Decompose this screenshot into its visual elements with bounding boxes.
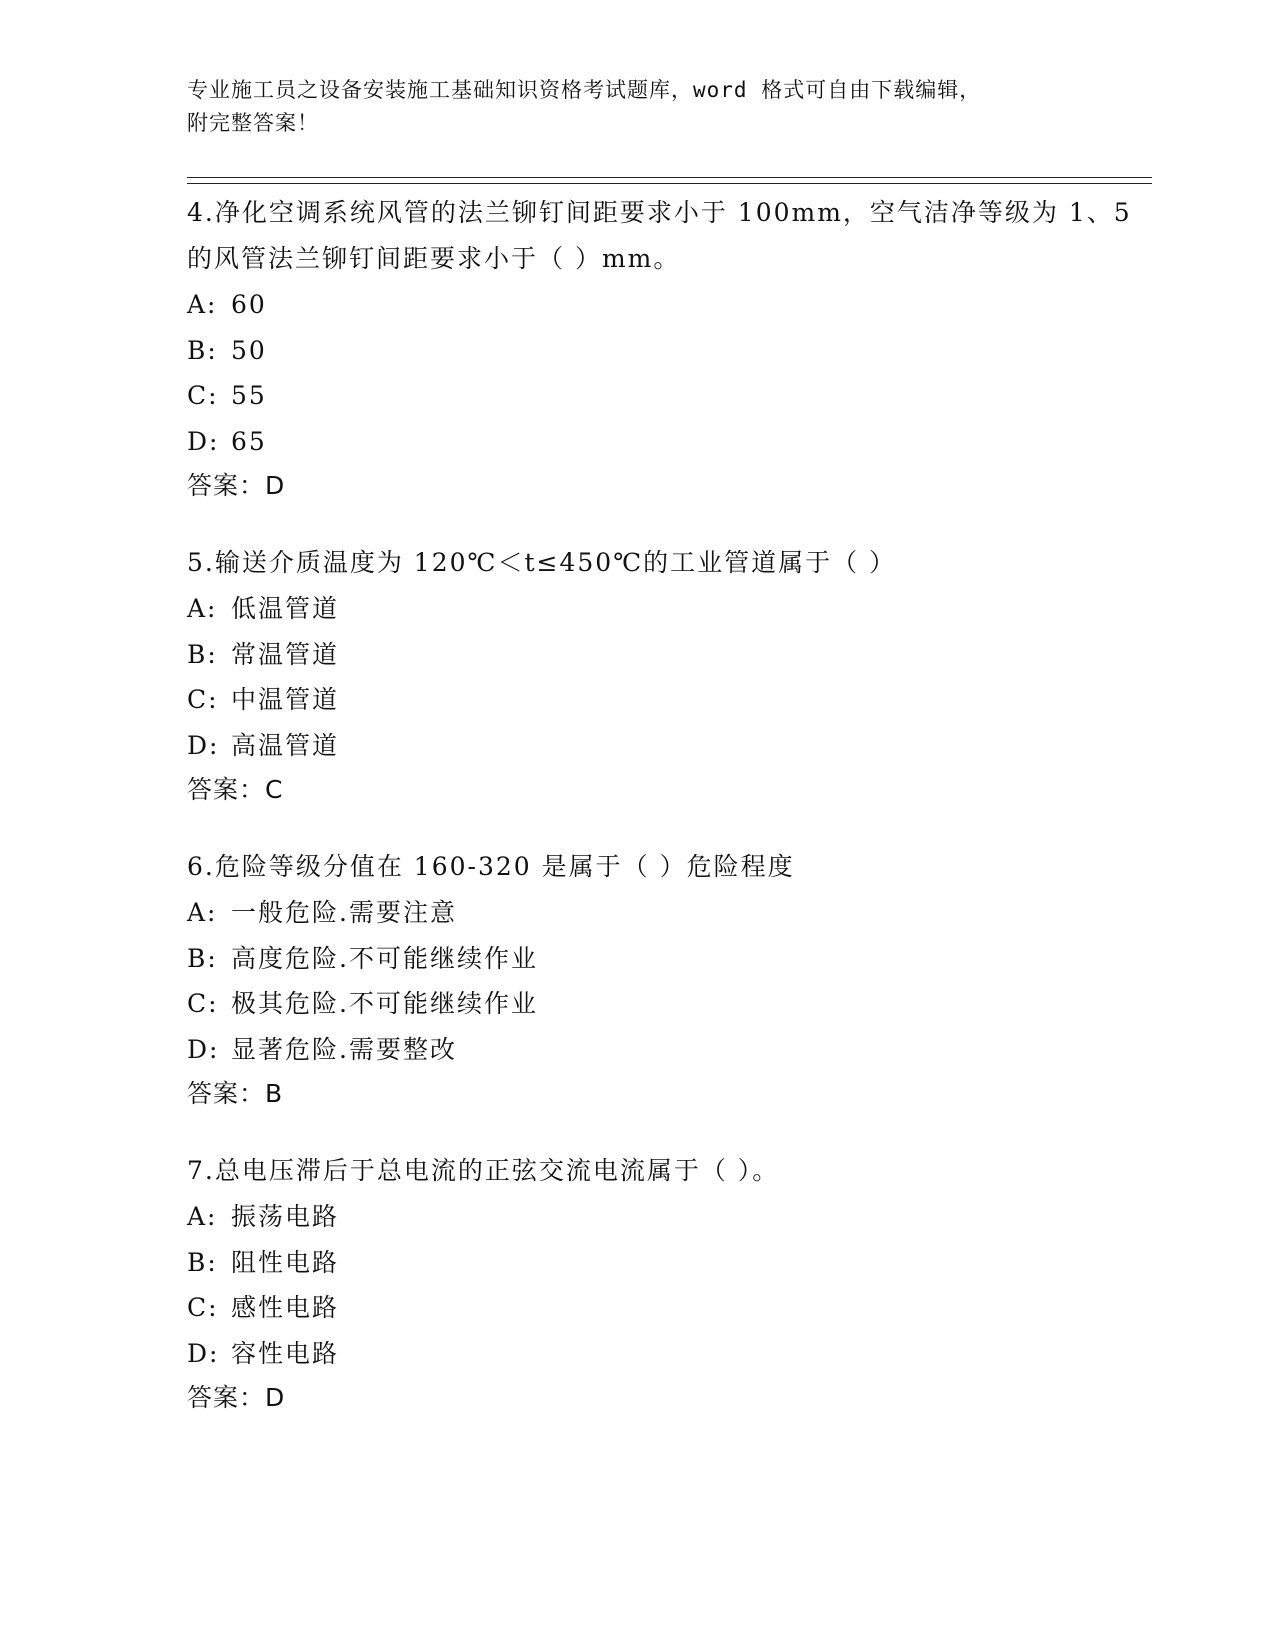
option-text: 极其危险.不可能继续作业 — [231, 989, 538, 1018]
option-d — [187, 1331, 1152, 1377]
answer-line: 答案：D — [187, 471, 286, 500]
question-stem: 4.净化空调系统风管的法兰铆钉间距要求小于 100mm，空气洁净等级为 1、5 的风管法兰铆钉间距要求小于（ ）mm。 — [187, 198, 1132, 273]
option-letter: C: — [187, 989, 219, 1018]
option-c — [187, 373, 1152, 419]
option-text: 高度危险.不可能继续作业 — [231, 943, 538, 973]
option-c — [187, 1285, 1152, 1331]
option-text: 常温管道 — [231, 639, 340, 669]
option-b — [187, 936, 1152, 982]
option-text: 阻性电路 — [231, 1247, 340, 1277]
option-a — [187, 282, 1152, 328]
option-text: 低温管道 — [231, 594, 340, 623]
question-6 — [187, 844, 1152, 1116]
option-letter: C: — [187, 381, 219, 410]
answer-line: 答案：B — [187, 1079, 284, 1108]
option-letter: D: — [187, 1034, 220, 1064]
option-text: 60 — [231, 290, 267, 319]
option-letter: B: — [187, 1247, 218, 1277]
option-letter: D: — [187, 426, 220, 456]
option-text: 感性电路 — [231, 1293, 340, 1322]
header-line-2: 附完整答案！ — [187, 111, 319, 135]
answer-line: 答案：C — [187, 775, 284, 804]
option-b — [187, 1240, 1152, 1286]
question-5 — [187, 540, 1152, 812]
option-d — [187, 1027, 1152, 1073]
header-line-1: 专业施工员之设备安装施工基础知识资格考试题库，word 格式可自由下载编辑， — [187, 78, 982, 102]
option-letter: D: — [187, 1338, 220, 1368]
option-letter: A: — [187, 1202, 218, 1231]
question-stem: 5.输送介质温度为 120℃＜t≤450℃的工业管道属于（ ） — [187, 548, 897, 577]
option-letter: B: — [187, 639, 218, 669]
question-stem: 6.危险等级分值在 160-320 是属于（ ）危险程度 — [187, 852, 795, 881]
question-4 — [187, 190, 1152, 508]
option-text: 中温管道 — [231, 685, 340, 714]
option-a — [187, 586, 1152, 632]
option-letter: B: — [187, 335, 218, 365]
header-divider-bottom — [187, 183, 1152, 184]
header-divider-top — [187, 177, 1152, 178]
option-letter: A: — [187, 290, 218, 319]
option-letter: A: — [187, 594, 218, 623]
option-a — [187, 1194, 1152, 1240]
option-text: 振荡电路 — [231, 1202, 340, 1231]
option-letter: C: — [187, 1293, 219, 1322]
option-letter: B: — [187, 943, 218, 973]
option-d — [187, 419, 1152, 465]
option-letter: D: — [187, 730, 220, 760]
answer-line: 答案：D — [187, 1383, 286, 1412]
option-c — [187, 981, 1152, 1027]
question-stem: 7.总电压滞后于总电流的正弦交流电流属于（ ）。 — [187, 1156, 780, 1185]
document-header — [187, 74, 1087, 140]
option-text: 高温管道 — [231, 730, 340, 760]
option-letter: C: — [187, 685, 219, 714]
option-a — [187, 890, 1152, 936]
option-text: 显著危险.需要整改 — [231, 1034, 457, 1064]
question-7 — [187, 1148, 1152, 1420]
option-text: 65 — [231, 426, 267, 456]
option-d — [187, 723, 1152, 769]
option-letter: A: — [187, 898, 218, 927]
option-c — [187, 677, 1152, 723]
option-text: 50 — [231, 335, 267, 365]
option-b — [187, 328, 1152, 374]
option-b — [187, 632, 1152, 678]
option-text: 容性电路 — [231, 1338, 340, 1368]
option-text: 一般危险.需要注意 — [231, 898, 457, 927]
question-list — [187, 190, 1152, 1452]
option-text: 55 — [231, 381, 267, 410]
